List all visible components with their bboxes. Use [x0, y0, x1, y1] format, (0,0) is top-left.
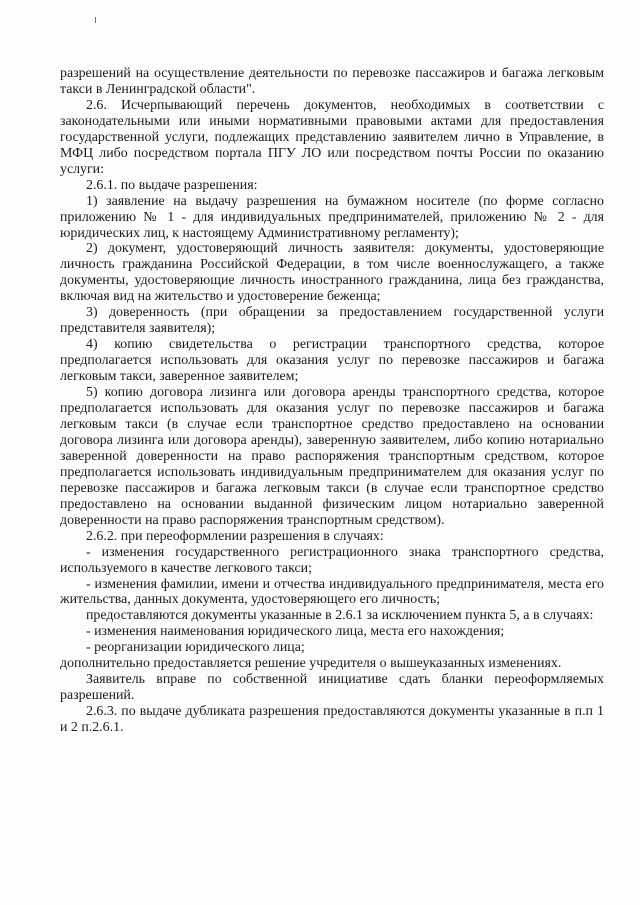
list-item-4: 4) копию свидетельства о регистрации транспортного средства, которое предполагается использовать для оказания услуг по перевозке пассажиров и багажа легковым такси, заверенное заявителем;: [60, 337, 604, 385]
paragraph-intro-continuation: разрешений на осуществление деятельности по перевозке пассажиров и багажа легковым такси в Ленинградской области".: [60, 66, 604, 97]
paragraph-2-6-1: 2.6.1. по выдаче разрешения:: [86, 177, 258, 193]
paragraph-documents-provided: предоставляются документы указанные в 2.6.1 за исключением пункта 5, а в случаях:: [86, 608, 594, 624]
scan-artifact: [95, 17, 96, 23]
paragraph-2-6-3: 2.6.3. по выдаче дубликата разрешения предоставляются документы указанные в п.п 1 и 2 п.2.6.1.: [60, 704, 604, 736]
dash-item-name-change: - изменения фамилии, имени и отчества индивидуального предпринимателя, места его жительства, данных документа, удостоверяющего его личность;: [60, 576, 604, 608]
paragraph-applicant-right: Заявитель вправе по собственной инициативе сдать бланки переоформляемых разрешений.: [60, 672, 604, 704]
dash-item-plate-change: - изменения государственного регистрационного знака транспортного средства, используемого в качестве легкового такси;: [60, 544, 604, 576]
list-item-2: 2) документ, удостоверяющий личность заявителя: документы, удостоверяющие личность гражданина Российской Федерации, в том числе военнослужащего, а также документы, удостоверяющие личность иностранного гражданина, лица без гражданства, включая вид на жительство и удостоверение беженца;: [60, 241, 604, 305]
list-item-5: 5) копию договора лизинга или договора аренды транспортного средства, которое предполагается использовать для оказания услуг по перевозке пассажиров и багажа легковым такси (в случае если транспортное средство предоставлено на основании договора лизинга или договора аренды), заверенную заявителем, либо копию нотариально заверенной доверенности на право распоряжения транспортным средством, которое предполагается использовать индивидуальным предпринимателем для оказания услуг по перевозке пассажиров и багажа легковым такси (в случае если транспортное средство предоставлено на основании выданной физическим лицом нотариально заверенной доверенности на право распоряжения транспортным средством).: [60, 385, 604, 528]
paragraph-founder-decision: дополнительно предоставляется решение учредителя о вышеуказанных изменениях.: [60, 656, 562, 672]
list-item-1: 1) заявление на выдачу разрешения на бумажном носителе (по форме согласно приложению № 1 - для индивидуальных предпринимателей, приложению № 2 - для юридических лиц, к настоящему Административному регламенту);: [60, 193, 604, 241]
dash-item-reorganization: - реорганизации юридического лица;: [86, 640, 305, 656]
list-item-3: 3) доверенность (при обращении за предоставлением государственной услуги представителя заявителя);: [60, 305, 604, 337]
paragraph-2-6: 2.6. Исчерпывающий перечень документов, необходимых в соответствии с законодательными или иными нормативными правовыми актами для предоставления государственной услуги, подлежащих представлению заявителем лично в Управление, в МФЦ либо посредством портала ПГУ ЛО или посредством почты России по оказанию услуги:: [60, 97, 604, 177]
paragraph-2-6-2: 2.6.2. при переоформлении разрешения в случаях:: [86, 528, 384, 544]
dash-item-legal-name-change: - изменения наименования юридического лица, места его нахождения;: [86, 624, 505, 640]
document-body: [60, 66, 604, 736]
